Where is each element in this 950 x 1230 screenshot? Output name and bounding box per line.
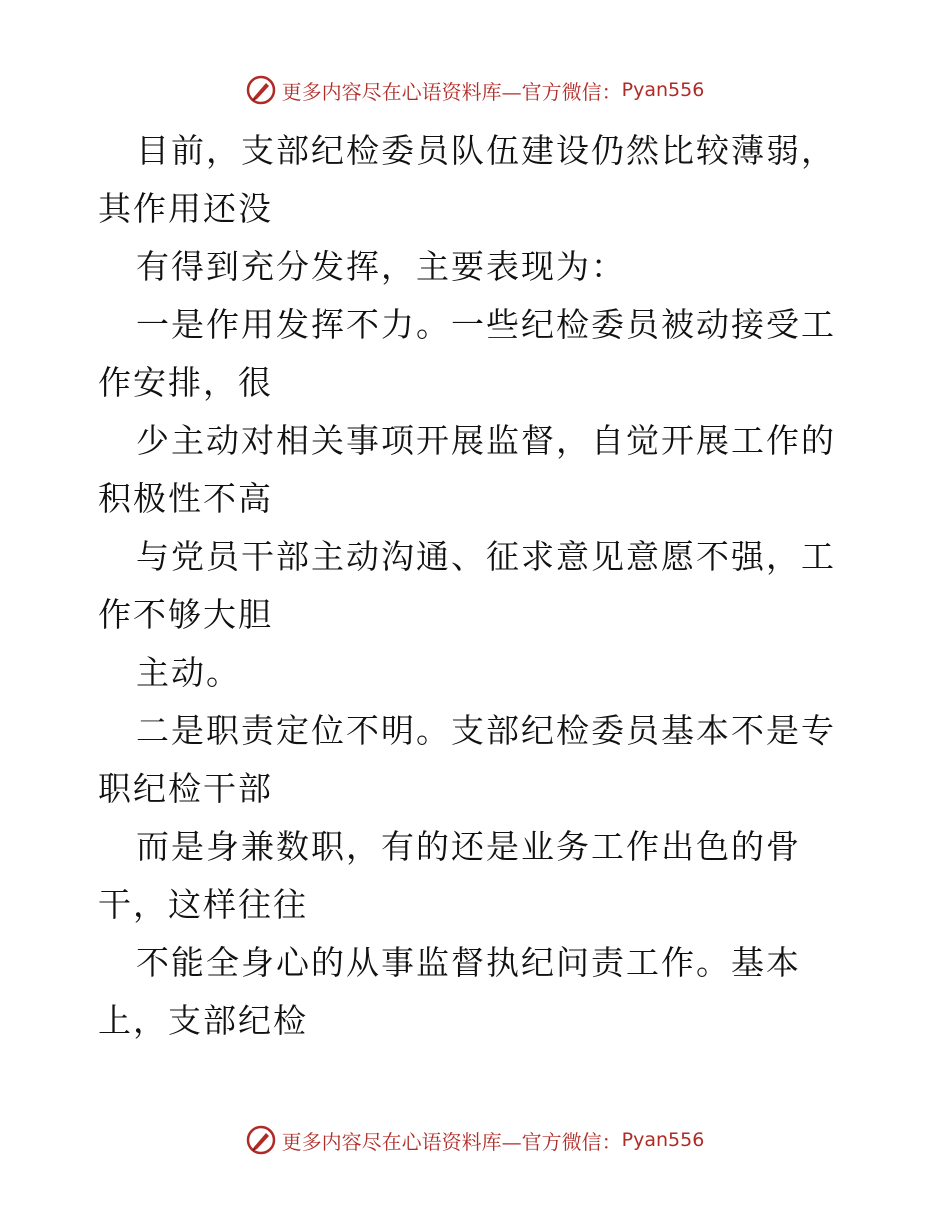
header-banner-wechat-id: Pyan556 — [621, 79, 705, 101]
footer-banner-wechat-id: Pyan556 — [621, 1129, 705, 1151]
document-body — [98, 122, 858, 1050]
paragraph: 而是身兼数职，有的还是业务工作出色的骨干，这样往往 — [98, 827, 801, 924]
paragraph: 二是职责定位不明。支部纪检委员基本不是专职纪检干部 — [98, 711, 836, 808]
footer-banner-text: 更多内容尽在心语资料库—官方微信： — [281, 1129, 622, 1154]
pen-logo-icon — [246, 1125, 276, 1155]
header-banner-text: 更多内容尽在心语资料库—官方微信： — [281, 79, 622, 104]
paragraph: 有得到充分发挥，主要表现为： — [136, 247, 626, 286]
paragraph: 不能全身心的从事监督执纪问责工作。基本上，支部纪检 — [98, 943, 801, 1040]
paragraph: 目前，支部纪检委员队伍建设仍然比较薄弱，其作用还没 — [98, 131, 836, 228]
paragraph: 一是作用发挥不力。一些纪检委员被动接受工作安排，很 — [98, 305, 836, 402]
header-watermark-banner — [0, 70, 950, 110]
paragraph: 与党员干部主动沟通、征求意见意愿不强，工作不够大胆 — [98, 537, 836, 634]
paragraph: 少主动对相关事项开展监督，自觉开展工作的积极性不高 — [98, 421, 836, 518]
pen-logo-icon — [246, 75, 276, 105]
footer-watermark-banner — [0, 1120, 950, 1160]
paragraph: 主动。 — [136, 653, 241, 692]
